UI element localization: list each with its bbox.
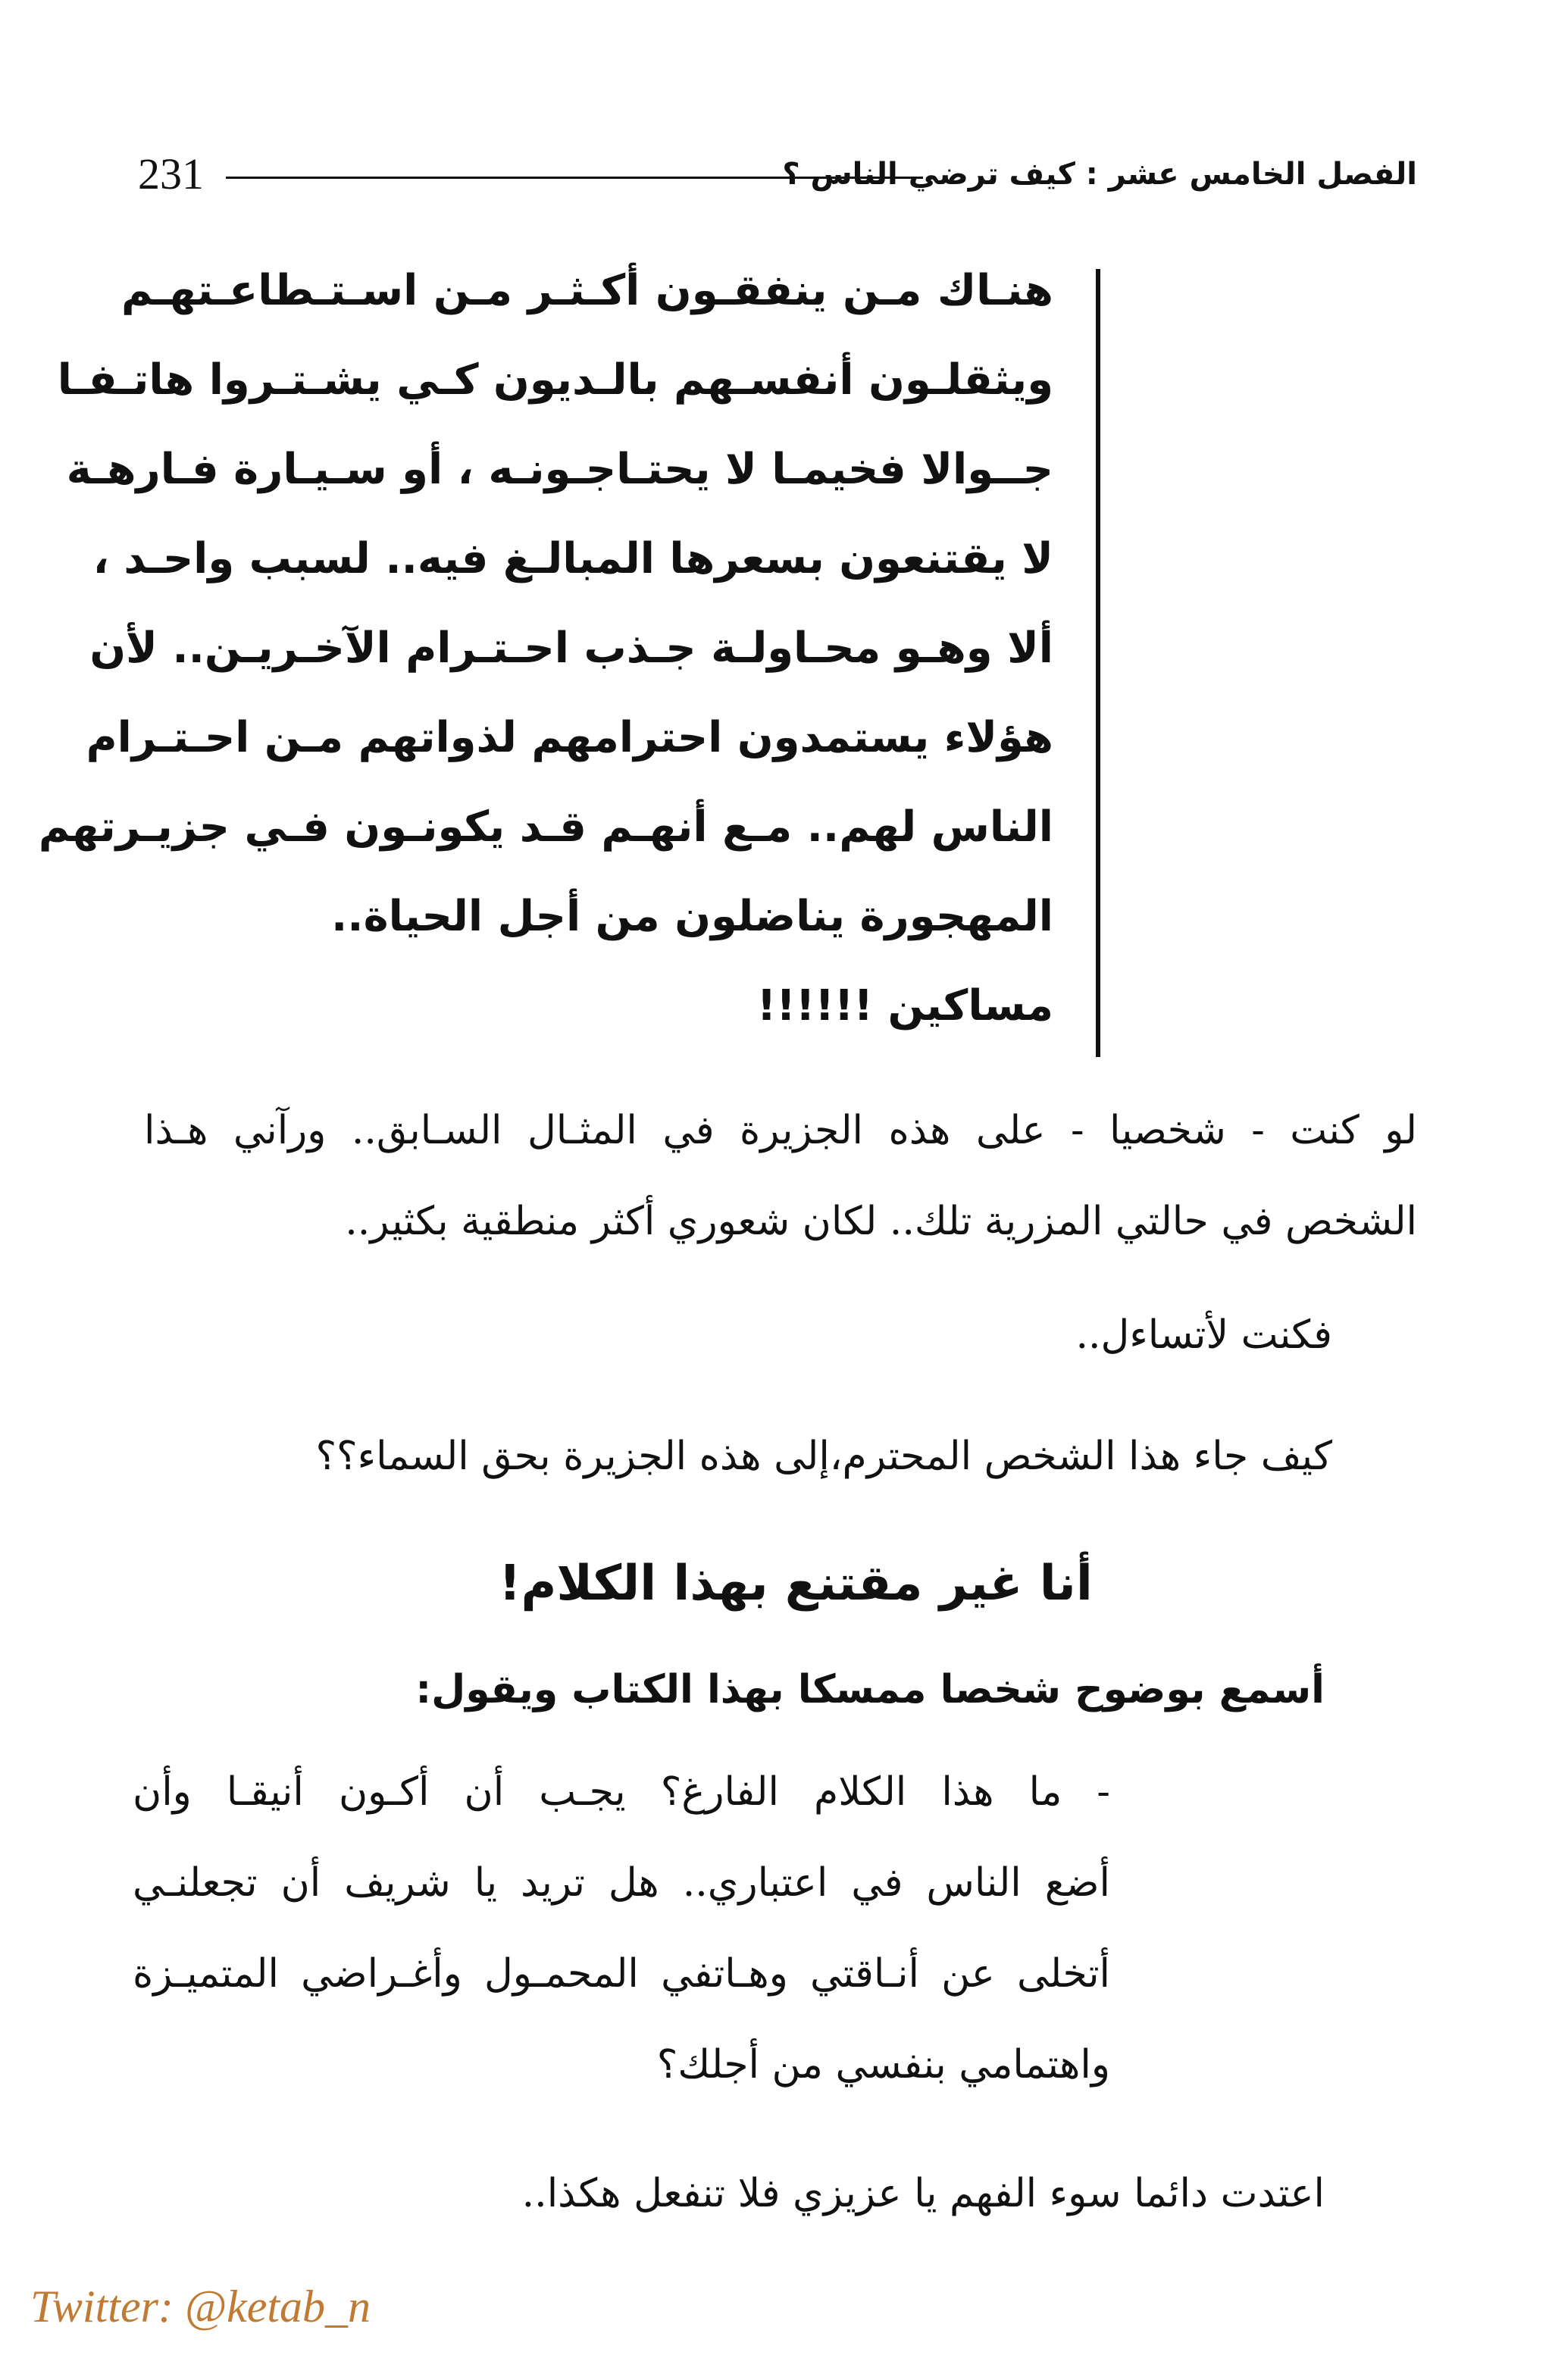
paragraph-1 [144, 1085, 1417, 1267]
paragraph-line: فكنت لأتساءل.. [1075, 1312, 1332, 1358]
quote-line: المهجورة يناضلون من أجل الحياة.. [331, 892, 1053, 941]
closing-paragraph [522, 2148, 1325, 2239]
quote-line: مساكين !!!!!! [756, 981, 1053, 1030]
dialogue-line: أضع الناس في اعتباري.. هل تريد يا شريف أن تجعلنـي [133, 1860, 1110, 1906]
dialogue [133, 1747, 1110, 2110]
paragraph-2 [1075, 1290, 1332, 1381]
quote-line: هنـاك مـن ينفقـون أكـثـر مـن اسـتـطاعـتهـم [121, 266, 1053, 315]
paragraph-3 [315, 1411, 1332, 1502]
quote-line: لا يقتنعون بسعرها المبالـغ فيه.. لسبب واحـد ، [92, 534, 1053, 583]
paragraph-line: لو كنت - شخصيا - على هذه الجزيرة في المثـال السـابق.. ورآني هـذا [144, 1108, 1417, 1153]
page-number: 231 [138, 149, 204, 199]
subheading: أسمع بوضوح شخصا ممسكا بهذا الكتاب ويقول: [415, 1667, 1325, 1712]
dialogue-line: - ما هذا الكلام الفارغ؟ يجـب أن أكـون أنيقـا وأن [133, 1769, 1110, 1815]
quote-line: الناس لهم.. مـع أنهـم قـد يكونـون فـي جزيـرتهم [38, 802, 1053, 852]
quote-line: ويثقلـون أنفسـهم بالـديون كـي يشـتـروا هاتـفـا [57, 355, 1053, 405]
quote-line: ألا وهـو محـاولـة جـذب احـتـرام الآخـريـن.. لأن [89, 624, 1053, 673]
paragraph-line: الشخص في حالتي المزرية تلك.. لكان شعوري أكثر منطقية بكثير.. [345, 1199, 1417, 1244]
quote-line: جــوالا فخيمـا لا يحتـاجـونـه ، أو سـيـارة فـارهـة [66, 445, 1053, 494]
chapter-title: الفصل الخامس عشر : كيف ترضي الناس ؟ [782, 157, 1417, 192]
paragraph-line: كيف جاء هذا الشخص المحترم،إلى هذه الجزيرة بحق السماء؟؟ [315, 1434, 1332, 1479]
quote-block [38, 246, 1053, 1051]
quote-bar [1096, 269, 1100, 1057]
dialogue-line: واهتمامي بنفسي من أجلك؟ [656, 2042, 1110, 2088]
paragraph-line: اعتدت دائما سوء الفهم يا عزيزي فلا تنفعل هكذا.. [521, 2171, 1325, 2216]
section-heading: أنا غير مقتنع بهذا الكلام! [499, 1556, 1093, 1612]
watermark: Twitter: @ketab_n [30, 2281, 371, 2332]
page-header [129, 148, 1417, 201]
quote-line: هؤلاء يستمدون احترامهم لذواتهم مـن احـتـرام [86, 713, 1053, 762]
dialogue-line: أتخلى عن أنـاقتي وهـاتفي المحمـول وأغـراضي المتميـزة [133, 1951, 1110, 1997]
